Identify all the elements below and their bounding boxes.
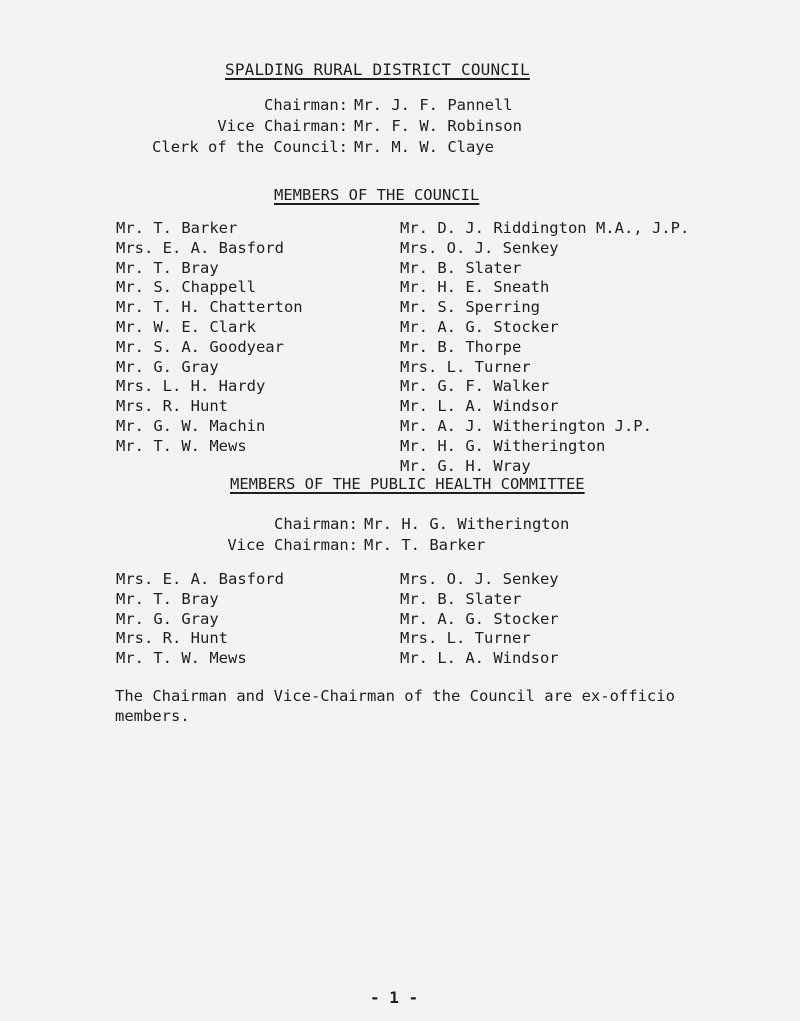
- member-name: Mrs. L. Turner: [400, 357, 531, 376]
- committee-member-name: Mr. T. W. Mews: [116, 649, 247, 668]
- member-name: Mr. H. E. Sneath: [400, 278, 550, 297]
- member-name: Mr. G. H. Wray: [400, 456, 531, 475]
- officer-row-vice-chairman: [0, 116, 700, 137]
- ex-officio-note: The Chairman and Vice-Chairman of the Council are ex-officio members.: [115, 687, 675, 725]
- officer-label: Vice Chairman:: [217, 117, 348, 135]
- member-name: Mr. S. A. Goodyear: [116, 337, 284, 356]
- member-name: Mr. B. Slater: [400, 258, 522, 277]
- committee-member-name: Mr. T. Bray: [116, 589, 219, 608]
- members-heading: MEMBERS OF THE COUNCIL: [274, 186, 480, 204]
- member-name: Mr. T. Bray: [116, 258, 219, 277]
- officer-value: Mr. F. W. Robinson: [354, 117, 522, 135]
- member-name: Mr. H. G. Witherington: [400, 436, 606, 455]
- officer-value: Mr. T. Barker: [364, 536, 486, 554]
- committee-member-name: Mr. A. G. Stocker: [400, 609, 559, 628]
- member-name: Mr. G. Gray: [116, 357, 219, 376]
- member-name: Mr. G. W. Machin: [116, 416, 266, 435]
- committee-member-name: Mrs. O. J. Senkey: [400, 570, 559, 588]
- committee-member-name: Mr. B. Slater: [400, 589, 522, 608]
- committee-member-name: Mrs. E. A. Basford: [116, 570, 284, 588]
- member-name: Mr. A. J. Witherington J.P.: [400, 416, 652, 435]
- officer-label: Chairman:: [264, 96, 348, 114]
- committee-member-name: Mr. L. A. Windsor: [400, 649, 559, 668]
- officer-label: Vice Chairman:: [227, 536, 358, 554]
- member-name: Mr. S. Chappell: [116, 278, 256, 297]
- member-name: Mr. T. W. Mews: [116, 436, 247, 455]
- member-name: Mr. W. E. Clark: [116, 317, 256, 336]
- committee-officer-row-chairman: [0, 514, 700, 535]
- officer-value: Mr. H. G. Witherington: [364, 515, 570, 533]
- member-name: Mr. B. Thorpe: [400, 337, 522, 356]
- officer-value: Mr. M. W. Claye: [354, 138, 494, 156]
- council-officers: [0, 95, 700, 158]
- committee-left-column: [116, 570, 284, 669]
- committee-heading: MEMBERS OF THE PUBLIC HEALTH COMMITTEE: [230, 475, 585, 493]
- document-title: SPALDING RURAL DISTRICT COUNCIL: [225, 60, 530, 79]
- member-name: Mr. L. A. Windsor: [400, 397, 559, 416]
- member-name: Mrs. O. J. Senkey: [400, 238, 559, 257]
- committee-right-column: [400, 570, 559, 669]
- committee-member-name: Mrs. L. Turner: [400, 629, 531, 648]
- member-name: Mr. A. G. Stocker: [400, 317, 559, 336]
- member-name: Mr. D. J. Riddington M.A., J.P.: [400, 219, 690, 237]
- officer-label: Clerk of the Council:: [152, 138, 348, 156]
- committee-member-name: Mrs. R. Hunt: [116, 629, 228, 648]
- members-left-column: [116, 219, 303, 457]
- member-name: Mr. S. Sperring: [400, 298, 540, 317]
- committee-member-name: Mr. G. Gray: [116, 609, 219, 628]
- committee-officer-row-vice-chairman: [0, 535, 700, 556]
- officer-value: Mr. J. F. Pannell: [354, 96, 513, 114]
- member-name: Mrs. L. H. Hardy: [116, 377, 266, 396]
- page-number: - 1 -: [370, 988, 419, 1007]
- members-right-column: [400, 219, 689, 476]
- committee-officers: [0, 514, 700, 556]
- member-name: Mr. G. F. Walker: [400, 377, 550, 396]
- member-name: Mrs. R. Hunt: [116, 397, 228, 416]
- officer-row-chairman: [0, 95, 700, 116]
- member-name: Mr. T. H. Chatterton: [116, 298, 303, 317]
- officer-label: Chairman:: [274, 515, 358, 533]
- officer-row-clerk: [0, 137, 700, 158]
- member-name: Mrs. E. A. Basford: [116, 238, 284, 257]
- member-name: Mr. T. Barker: [116, 219, 238, 237]
